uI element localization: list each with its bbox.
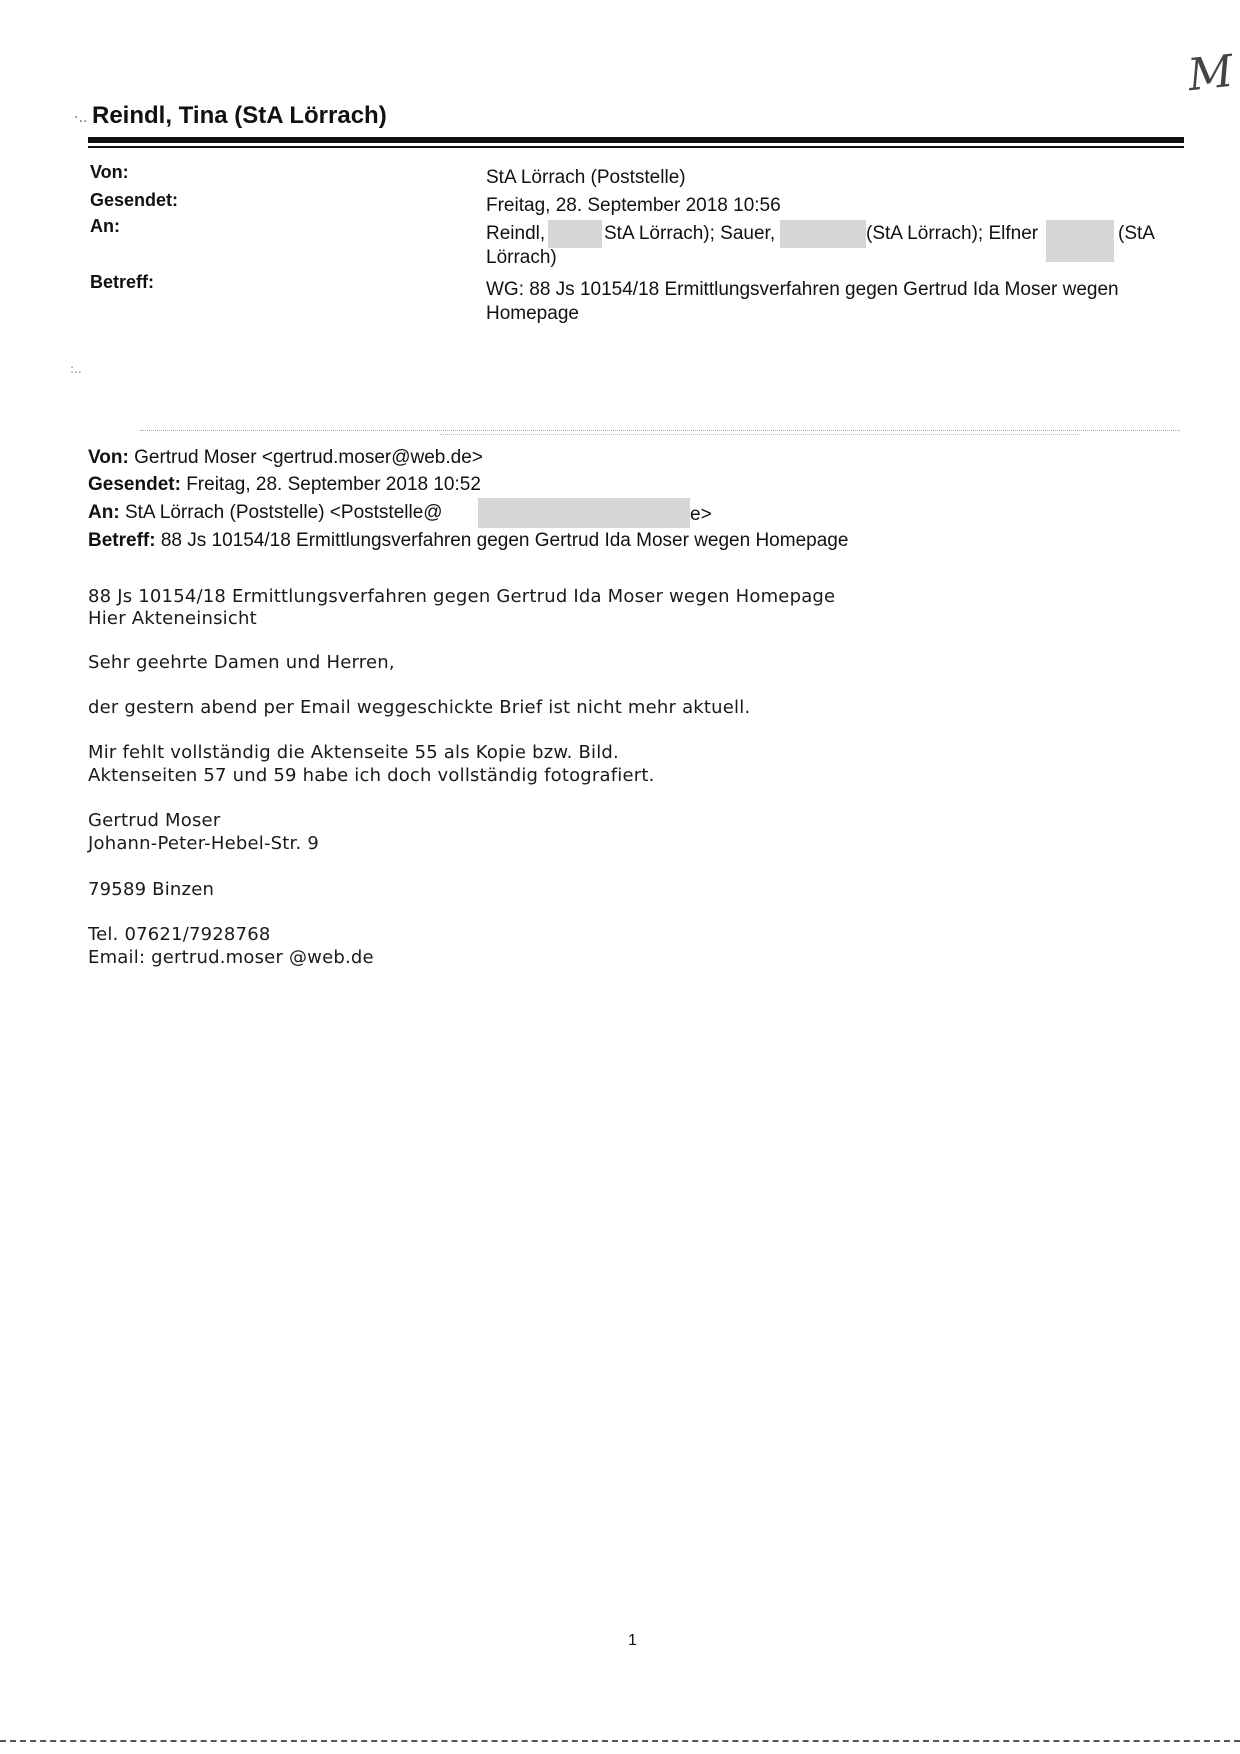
paragraph-1: der gestern abend per Email weggeschickte Brief ist nicht mehr aktuell. bbox=[88, 697, 751, 718]
signature-tel: Tel. 07621/7928768 bbox=[88, 924, 271, 945]
paragraph-2-line-2: Aktenseiten 57 und 59 habe ich doch vollständig fotografiert. bbox=[88, 765, 655, 786]
fwd-gesendet-label: Gesendet: bbox=[88, 474, 181, 495]
body-subject-line-1: 88 Js 10154/18 Ermittlungsverfahren gegen Gertrud Ida Moser wegen Homepage bbox=[88, 586, 836, 607]
betreff-line-2: Homepage bbox=[486, 303, 579, 324]
redaction bbox=[478, 498, 690, 528]
fwd-betreff-value: 88 Js 10154/18 Ermittlungsverfahren gegen Gertrud Ida Moser wegen Homepage bbox=[160, 530, 849, 551]
signature-email: Email: gertrud.moser @web.de bbox=[88, 947, 374, 968]
fwd-an-value-suffix: e> bbox=[690, 504, 712, 525]
heading-rule-thin bbox=[88, 146, 1184, 148]
fwd-an-label: An: bbox=[88, 502, 120, 523]
scan-edge bbox=[0, 1740, 1240, 1742]
gesendet-label: Gesendet: bbox=[90, 190, 179, 210]
signature-street: Johann-Peter-Hebel-Str. 9 bbox=[88, 833, 319, 854]
redaction bbox=[780, 220, 866, 248]
fwd-an bbox=[88, 502, 443, 524]
separator-line bbox=[440, 434, 1080, 436]
von-value: StA Lörrach (Poststelle) bbox=[486, 167, 686, 188]
an-part-2: StA Lörrach); Sauer, bbox=[604, 223, 776, 244]
fwd-von-value: Gertrud Moser <gertrud.moser@web.de> bbox=[134, 447, 483, 468]
fwd-gesendet bbox=[88, 474, 481, 496]
von-label: Von: bbox=[90, 162, 129, 182]
body-subject-line-2: Hier Akteneinsicht bbox=[88, 608, 257, 629]
fwd-an-value-prefix: StA Lörrach (Poststelle) <Poststelle@ bbox=[124, 502, 443, 523]
scan-artifact: :.. bbox=[70, 362, 82, 376]
fwd-von bbox=[88, 447, 483, 469]
heading-rule bbox=[88, 137, 1184, 143]
betreff-label: Betreff: bbox=[90, 272, 155, 292]
signature-city: 79589 Binzen bbox=[88, 879, 215, 900]
salutation: Sehr geehrte Damen und Herren, bbox=[88, 652, 395, 673]
sender-heading: Reindl, Tina (StA Lörrach) bbox=[92, 102, 387, 129]
handwritten-mark: M bbox=[1185, 45, 1236, 102]
betreff-line-1: WG: 88 Js 10154/18 Ermittlungsverfahren gegen Gertrud Ida Moser wegen bbox=[486, 279, 1119, 300]
paragraph-2-line-1: Mir fehlt vollständig die Aktenseite 55 als Kopie bzw. Bild. bbox=[88, 742, 619, 763]
signature-name: Gertrud Moser bbox=[88, 810, 221, 831]
an-part-4: (StA bbox=[1118, 223, 1155, 244]
fwd-betreff-label: Betreff: bbox=[88, 530, 156, 551]
gesendet-value: Freitag, 28. September 2018 10:56 bbox=[486, 195, 781, 216]
redaction bbox=[548, 220, 602, 248]
fwd-gesendet-value: Freitag, 28. September 2018 10:52 bbox=[186, 474, 481, 495]
page-number: 1 bbox=[628, 1632, 637, 1649]
fwd-von-label: Von: bbox=[88, 447, 129, 468]
redaction bbox=[1046, 220, 1114, 262]
fwd-betreff bbox=[88, 530, 848, 552]
an-label: An: bbox=[90, 216, 120, 236]
an-part-3: (StA Lörrach); Elfner bbox=[866, 223, 1039, 244]
an-part-1: Reindl, bbox=[486, 223, 546, 244]
separator-line bbox=[140, 430, 1180, 433]
an-line-2: Lörrach) bbox=[486, 247, 557, 268]
scan-artifact: ·.. bbox=[74, 110, 88, 126]
